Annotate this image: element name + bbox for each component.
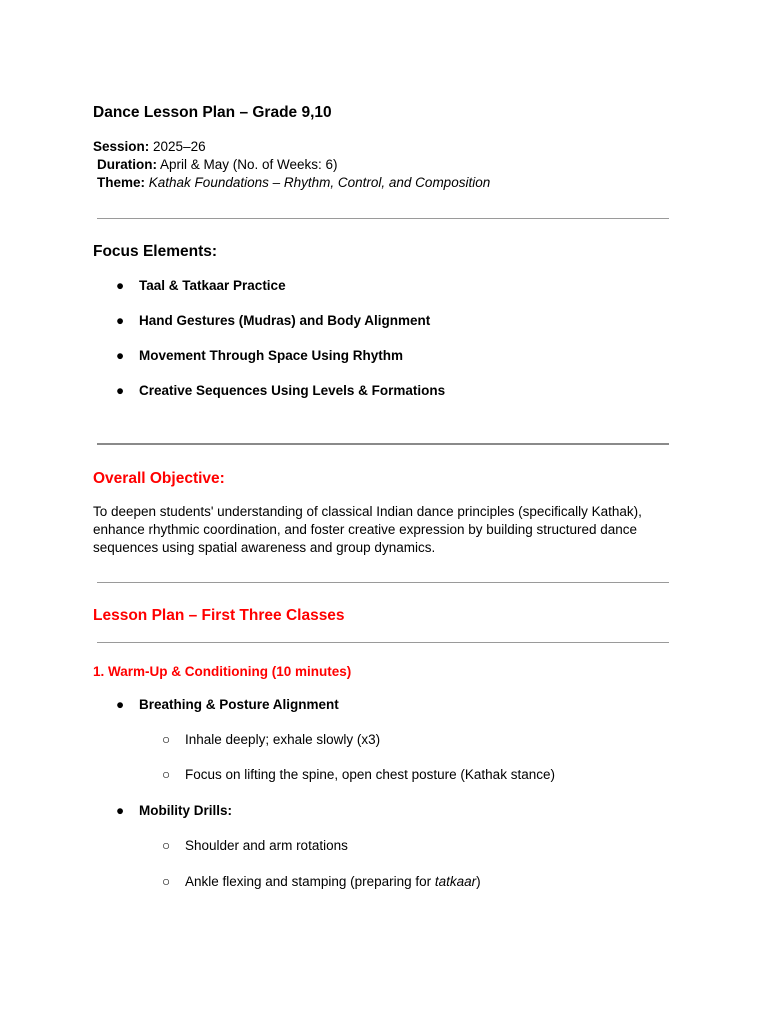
bullet-icon: ● [116,383,125,398]
sub-item-label: Inhale deeply; exhale slowly (x3) [185,732,381,747]
document-title: Dance Lesson Plan – Grade 9,10 [93,104,332,121]
sub-item-label: Shoulder and arm rotations [185,838,348,853]
objective-paragraph: To deepen students' understanding of classical Indian dance principles (specifically Kathak), enhance rhythmic coordination, and foster creative expression by building structured dance sequences using spatial awareness and group dynamics. [93,504,642,555]
session-label: Session: [93,139,150,154]
sub-bullet-icon: ○ [162,874,171,889]
ankle-text: Ankle flexing and stamping (preparing for [185,874,435,889]
duration-value: April & May (No. of Weeks: 6) [157,157,338,172]
focus-heading: Focus Elements: [93,243,218,260]
bullet-icon: ● [116,697,125,712]
sub-bullet-icon: ○ [162,767,171,782]
sub-item-label: Focus on lifting the spine, open chest posture (Kathak stance) [185,767,555,782]
focus-item-label: Creative Sequences Using Levels & Formations [139,383,446,398]
theme-value: Kathak Foundations – Rhythm, Control, and Composition [148,175,491,190]
bullet-icon: ● [116,803,125,818]
sub-bullet-icon: ○ [162,732,171,747]
duration-label: Duration: [97,157,157,172]
focus-item-label: Movement Through Space Using Rhythm [139,348,404,363]
focus-item-label: Taal & Tatkaar Practice [139,278,286,293]
divider [97,218,669,219]
session-line [93,139,206,154]
ankle-text-end: ) [476,874,481,889]
lesson-plan-heading: Lesson Plan – First Three Classes [93,607,345,624]
divider [97,642,669,643]
sub-bullet-icon: ○ [162,838,171,853]
focus-item-label: Hand Gestures (Mudras) and Body Alignment [139,313,431,328]
tatkaar-term: tatkaar [434,874,477,889]
sub-item-label [185,874,481,889]
breathing-label: Breathing & Posture Alignment [139,697,339,712]
bullet-icon: ● [116,313,125,328]
bullet-icon: ● [116,278,125,293]
session-value: 2025–26 [149,139,206,154]
divider [97,443,669,445]
divider [97,582,669,583]
warmup-heading: 1. Warm-Up & Conditioning (10 minutes) [93,664,352,679]
theme-label: Theme: [97,175,146,190]
objective-heading: Overall Objective: [93,470,225,487]
duration-line [97,157,338,172]
mobility-label: Mobility Drills: [139,803,233,818]
bullet-icon: ● [116,348,125,363]
theme-line [97,175,490,190]
